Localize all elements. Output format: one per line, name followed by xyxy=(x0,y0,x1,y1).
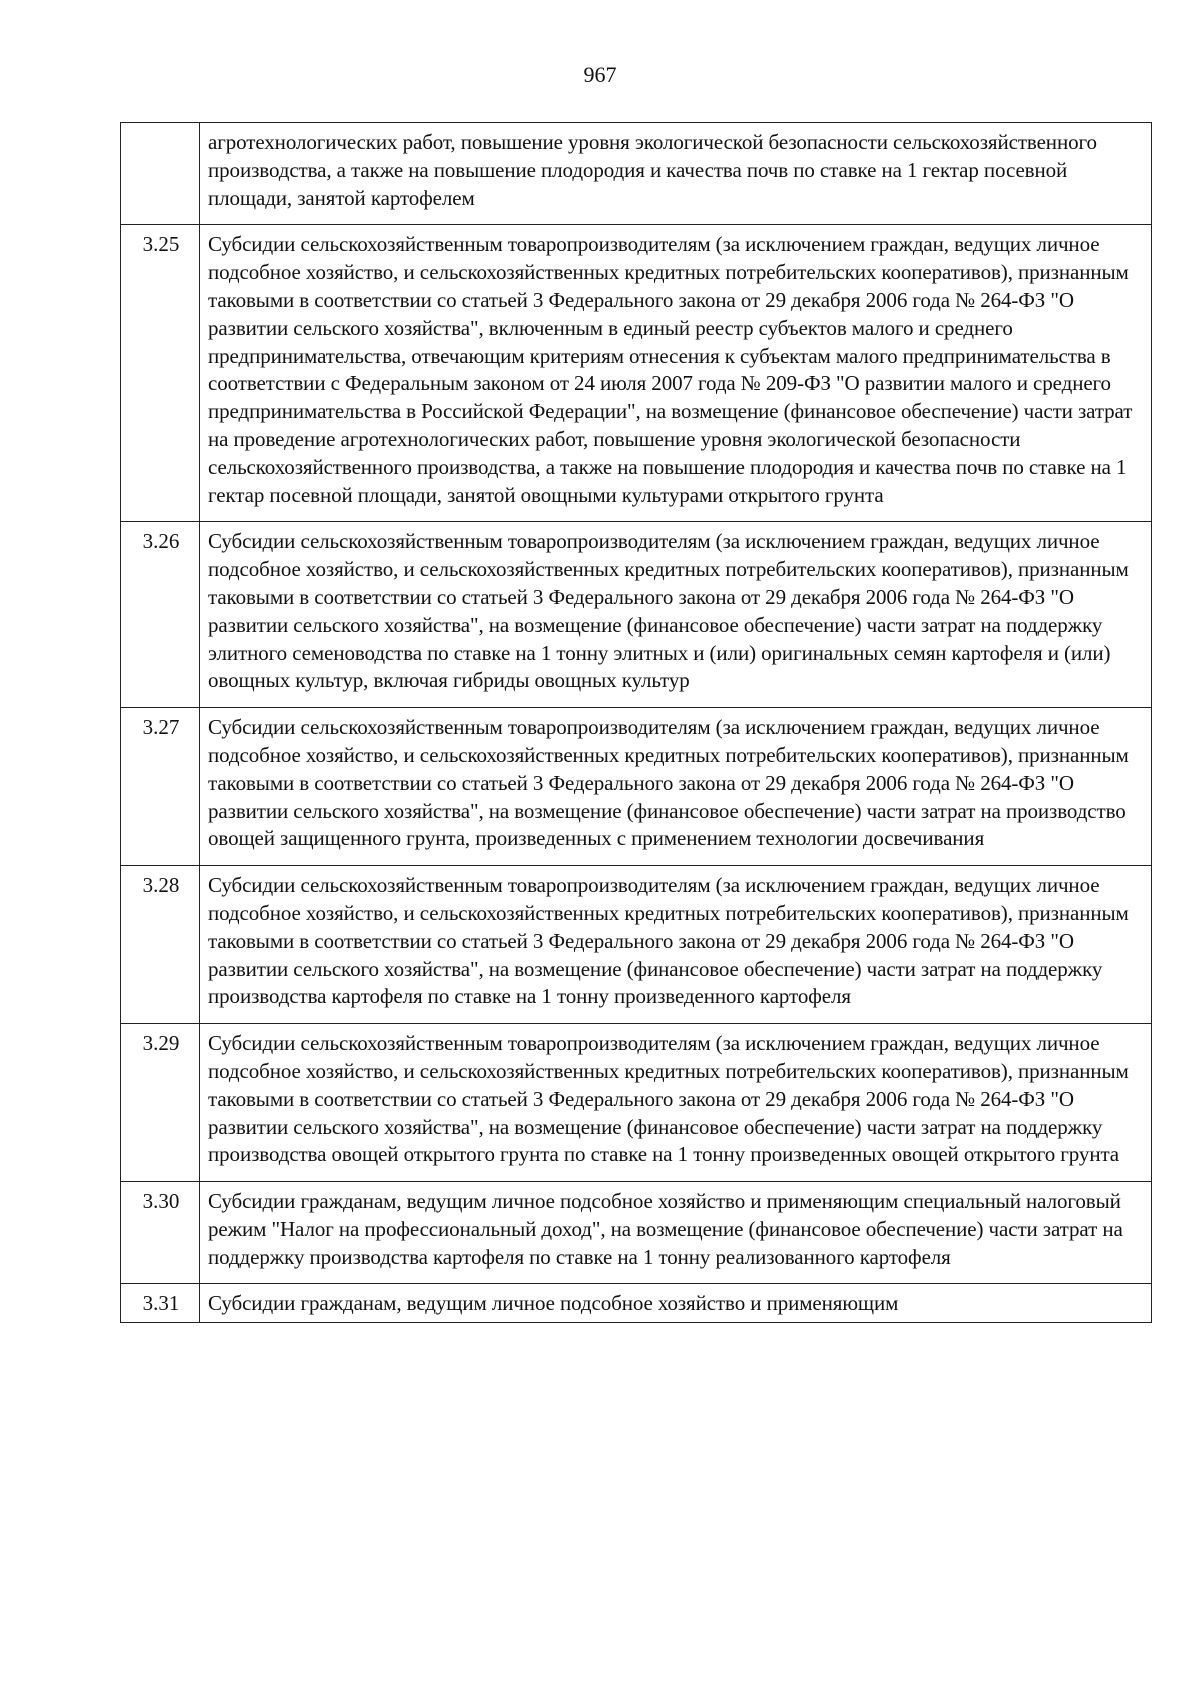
row-number: 3.26 xyxy=(121,522,200,708)
page-number: 967 xyxy=(583,62,617,87)
row-text: агротехнологических работ, повышение уровня экологической безопасности сельскохозяйственного производства, а также на повышение плодородия и качества почв по ставке на 1 гектар посевной площади, занятой картофелем xyxy=(200,123,1152,225)
subsidies-table xyxy=(120,122,1152,1323)
row-text: Субсидии гражданам, ведущим личное подсобное хозяйство и применяющим xyxy=(200,1284,1152,1323)
row-number: 3.30 xyxy=(121,1182,200,1284)
table-row xyxy=(121,522,1152,708)
row-number: 3.28 xyxy=(121,866,200,1024)
table-row xyxy=(121,866,1152,1024)
row-text: Субсидии сельскохозяйственным товаропроизводителям (за исключением граждан, ведущих личное подсобное хозяйство, и сельскохозяйственных кредитных потребительских кооперативов), признанным таковыми в соответствии со статьей 3 Федерального закона от 29 декабря 2006 года № 264-ФЗ "О развитии сельского хозяйства", на возмещение (финансовое обеспечение) части затрат на поддержку производства картофеля по ставке на 1 тонну произведенного картофеля xyxy=(200,866,1152,1024)
row-text: Субсидии гражданам, ведущим личное подсобное хозяйство и применяющим специальный налоговый режим "Налог на профессиональный доход", на возмещение (финансовое обеспечение) части затрат на поддержку производства картофеля по ставке на 1 тонну реализованного картофеля xyxy=(200,1182,1152,1284)
row-number: 3.31 xyxy=(121,1284,200,1323)
table-row xyxy=(121,1182,1152,1284)
row-number: 3.25 xyxy=(121,225,200,522)
table-row xyxy=(121,1024,1152,1182)
row-number: 3.29 xyxy=(121,1024,200,1182)
row-text: Субсидии сельскохозяйственным товаропроизводителям (за исключением граждан, ведущих личное подсобное хозяйство, и сельскохозяйственных кредитных потребительских кооперативов), признанным таковыми в соответствии со статьей 3 Федерального закона от 29 декабря 2006 года № 264-ФЗ "О развитии сельского хозяйства", на возмещение (финансовое обеспечение) части затрат на поддержку производства овощей открытого грунта по ставке на 1 тонну произведенных овощей открытого грунта xyxy=(200,1024,1152,1182)
table-row xyxy=(121,225,1152,522)
table-row xyxy=(121,123,1152,225)
row-number: 3.27 xyxy=(121,708,200,866)
table-row xyxy=(121,1284,1152,1323)
row-number xyxy=(121,123,200,225)
row-text: Субсидии сельскохозяйственным товаропроизводителям (за исключением граждан, ведущих личное подсобное хозяйство, и сельскохозяйственных кредитных потребительских кооперативов), признанным таковыми в соответствии со статьей 3 Федерального закона от 29 декабря 2006 года № 264-ФЗ "О развитии сельского хозяйства", на возмещение (финансовое обеспечение) части затрат на производство овощей защищенного грунта, произведенных с применением технологии досвечивания xyxy=(200,708,1152,866)
table-row xyxy=(121,708,1152,866)
row-text: Субсидии сельскохозяйственным товаропроизводителям (за исключением граждан, ведущих личное подсобное хозяйство, и сельскохозяйственных кредитных потребительских кооперативов), признанным таковыми в соответствии со статьей 3 Федерального закона от 29 декабря 2006 года № 264-ФЗ "О развитии сельского хозяйства", включенным в единый реестр субъектов малого и среднего предпринимательства, отвечающим критериям отнесения к субъектам малого предпринимательства в соответствии с Федеральным законом от 24 июля 2007 года № 209-ФЗ "О развитии малого и среднего предпринимательства в Российской Федерации", на возмещение (финансовое обеспечение) части затрат на проведение агротехнологических работ, повышение уровня экологической безопасности сельскохозяйственного производства, а также на повышение плодородия и качества почв по ставке на 1 гектар посевной площади, занятой овощными культурами открытого грунта xyxy=(200,225,1152,522)
row-text: Субсидии сельскохозяйственным товаропроизводителям (за исключением граждан, ведущих личное подсобное хозяйство, и сельскохозяйственных кредитных потребительских кооперативов), признанным таковыми в соответствии со статьей 3 Федерального закона от 29 декабря 2006 года № 264-ФЗ "О развитии сельского хозяйства", на возмещение (финансовое обеспечение) части затрат на поддержку элитного семеноводства по ставке на 1 тонну элитных и (или) оригинальных семян картофеля и (или) овощных культур, включая гибриды овощных культур xyxy=(200,522,1152,708)
